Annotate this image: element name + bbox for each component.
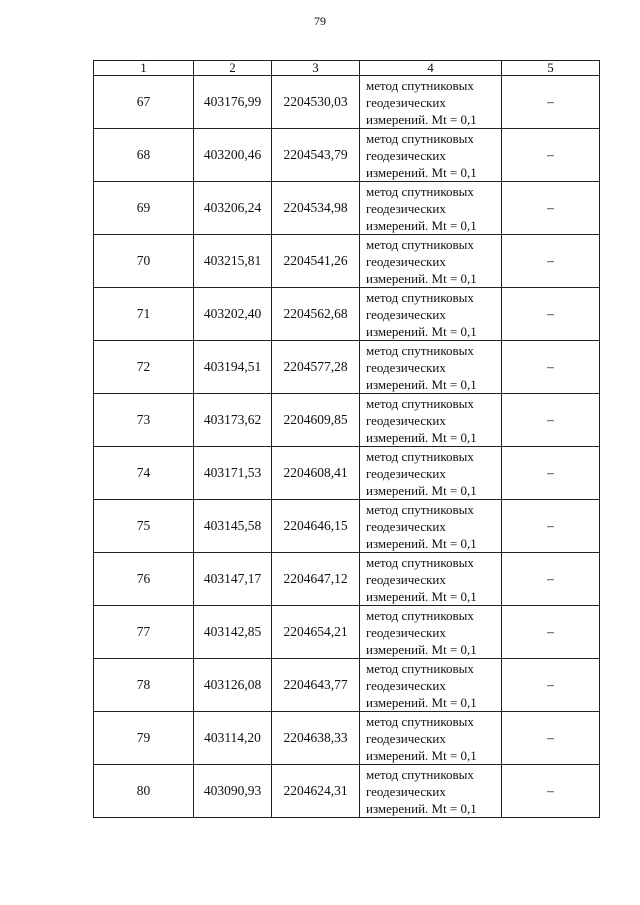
method-line: метод спутниковых (366, 766, 474, 782)
method-cell (360, 341, 502, 394)
header-col-2: 2 (194, 61, 272, 76)
method-line: геодезических (366, 624, 446, 640)
method-line: геодезических (366, 94, 446, 110)
method-line: метод спутниковых (366, 448, 474, 464)
method-line: геодезических (366, 306, 446, 322)
method-line: измерений. Mt = 0,1 (366, 323, 477, 339)
method-cell (360, 500, 502, 553)
table-row (94, 659, 600, 712)
method-cell (360, 235, 502, 288)
table-row (94, 447, 600, 500)
method-line: метод спутниковых (366, 183, 474, 199)
x-coordinate-cell: 403202,40 (194, 288, 272, 341)
method-line: измерений. Mt = 0,1 (366, 694, 477, 710)
page-number: 79 (314, 14, 326, 28)
method-line: измерений. Mt = 0,1 (366, 800, 477, 816)
note-cell: – (502, 76, 600, 129)
method-cell (360, 659, 502, 712)
x-coordinate-cell: 403215,81 (194, 235, 272, 288)
x-coordinate-cell: 403147,17 (194, 553, 272, 606)
method-cell (360, 553, 502, 606)
method-cell (360, 765, 502, 818)
x-coordinate-cell: 403176,99 (194, 76, 272, 129)
method-line: геодезических (366, 783, 446, 799)
method-line: геодезических (366, 147, 446, 163)
method-line: геодезических (366, 730, 446, 746)
table-row (94, 76, 600, 129)
note-cell: – (502, 341, 600, 394)
y-coordinate-cell: 2204534,98 (272, 182, 360, 235)
point-number-cell: 67 (94, 76, 194, 129)
header-col-4: 4 (360, 61, 502, 76)
table-row (94, 712, 600, 765)
method-line: геодезических (366, 465, 446, 481)
point-number-cell: 75 (94, 500, 194, 553)
method-cell (360, 394, 502, 447)
method-line: измерений. Mt = 0,1 (366, 270, 477, 286)
table-row (94, 765, 600, 818)
x-coordinate-cell: 403206,24 (194, 182, 272, 235)
method-line: геодезических (366, 359, 446, 375)
method-line: измерений. Mt = 0,1 (366, 535, 477, 551)
y-coordinate-cell: 2204577,28 (272, 341, 360, 394)
note-cell: – (502, 712, 600, 765)
point-number-cell: 74 (94, 447, 194, 500)
method-line: измерений. Mt = 0,1 (366, 429, 477, 445)
method-line: измерений. Mt = 0,1 (366, 376, 477, 392)
method-cell (360, 76, 502, 129)
method-line: метод спутниковых (366, 236, 474, 252)
method-line: метод спутниковых (366, 554, 474, 570)
note-cell: – (502, 182, 600, 235)
note-cell: – (502, 129, 600, 182)
header-row (94, 61, 600, 76)
note-cell: – (502, 288, 600, 341)
method-line: геодезических (366, 571, 446, 587)
note-cell: – (502, 553, 600, 606)
method-line: метод спутниковых (366, 395, 474, 411)
y-coordinate-cell: 2204647,12 (272, 553, 360, 606)
x-coordinate-cell: 403173,62 (194, 394, 272, 447)
table-row (94, 553, 600, 606)
note-cell: – (502, 500, 600, 553)
table-row (94, 394, 600, 447)
method-line: метод спутниковых (366, 607, 474, 623)
method-line: измерений. Mt = 0,1 (366, 111, 477, 127)
point-number-cell: 69 (94, 182, 194, 235)
method-cell (360, 606, 502, 659)
y-coordinate-cell: 2204543,79 (272, 129, 360, 182)
note-cell: – (502, 659, 600, 712)
table-row (94, 288, 600, 341)
x-coordinate-cell: 403145,58 (194, 500, 272, 553)
method-line: геодезических (366, 518, 446, 534)
note-cell: – (502, 606, 600, 659)
note-cell: – (502, 235, 600, 288)
table-row (94, 500, 600, 553)
header-col-5: 5 (502, 61, 600, 76)
point-number-cell: 79 (94, 712, 194, 765)
point-number-cell: 77 (94, 606, 194, 659)
method-line: геодезических (366, 412, 446, 428)
table-row (94, 129, 600, 182)
method-cell (360, 712, 502, 765)
method-cell (360, 288, 502, 341)
method-line: измерений. Mt = 0,1 (366, 164, 477, 180)
note-cell: – (502, 394, 600, 447)
method-line: метод спутниковых (366, 501, 474, 517)
x-coordinate-cell: 403194,51 (194, 341, 272, 394)
y-coordinate-cell: 2204654,21 (272, 606, 360, 659)
x-coordinate-cell: 403200,46 (194, 129, 272, 182)
x-coordinate-cell: 403126,08 (194, 659, 272, 712)
table-row (94, 235, 600, 288)
y-coordinate-cell: 2204562,68 (272, 288, 360, 341)
method-line: метод спутниковых (366, 660, 474, 676)
table-body (94, 76, 600, 818)
method-line: геодезических (366, 200, 446, 216)
method-line: метод спутниковых (366, 342, 474, 358)
method-line: измерений. Mt = 0,1 (366, 641, 477, 657)
table-row (94, 341, 600, 394)
table-row (94, 606, 600, 659)
y-coordinate-cell: 2204530,03 (272, 76, 360, 129)
note-cell: – (502, 447, 600, 500)
table-row (94, 182, 600, 235)
y-coordinate-cell: 2204638,33 (272, 712, 360, 765)
method-cell (360, 129, 502, 182)
y-coordinate-cell: 2204609,85 (272, 394, 360, 447)
method-line: измерений. Mt = 0,1 (366, 482, 477, 498)
note-cell: – (502, 765, 600, 818)
x-coordinate-cell: 403171,53 (194, 447, 272, 500)
coordinates-table (93, 60, 600, 818)
point-number-cell: 71 (94, 288, 194, 341)
method-line: измерений. Mt = 0,1 (366, 217, 477, 233)
point-number-cell: 73 (94, 394, 194, 447)
y-coordinate-cell: 2204643,77 (272, 659, 360, 712)
method-line: измерений. Mt = 0,1 (366, 588, 477, 604)
method-line: метод спутниковых (366, 289, 474, 305)
method-line: геодезических (366, 677, 446, 693)
point-number-cell: 70 (94, 235, 194, 288)
point-number-cell: 78 (94, 659, 194, 712)
point-number-cell: 80 (94, 765, 194, 818)
y-coordinate-cell: 2204646,15 (272, 500, 360, 553)
x-coordinate-cell: 403142,85 (194, 606, 272, 659)
method-line: геодезических (366, 253, 446, 269)
x-coordinate-cell: 403090,93 (194, 765, 272, 818)
method-line: метод спутниковых (366, 130, 474, 146)
method-cell (360, 447, 502, 500)
y-coordinate-cell: 2204541,26 (272, 235, 360, 288)
point-number-cell: 68 (94, 129, 194, 182)
header-col-3: 3 (272, 61, 360, 76)
header-col-1: 1 (94, 61, 194, 76)
method-line: измерений. Mt = 0,1 (366, 747, 477, 763)
point-number-cell: 72 (94, 341, 194, 394)
method-cell (360, 182, 502, 235)
method-line: метод спутниковых (366, 77, 474, 93)
method-line: метод спутниковых (366, 713, 474, 729)
x-coordinate-cell: 403114,20 (194, 712, 272, 765)
y-coordinate-cell: 2204608,41 (272, 447, 360, 500)
point-number-cell: 76 (94, 553, 194, 606)
y-coordinate-cell: 2204624,31 (272, 765, 360, 818)
